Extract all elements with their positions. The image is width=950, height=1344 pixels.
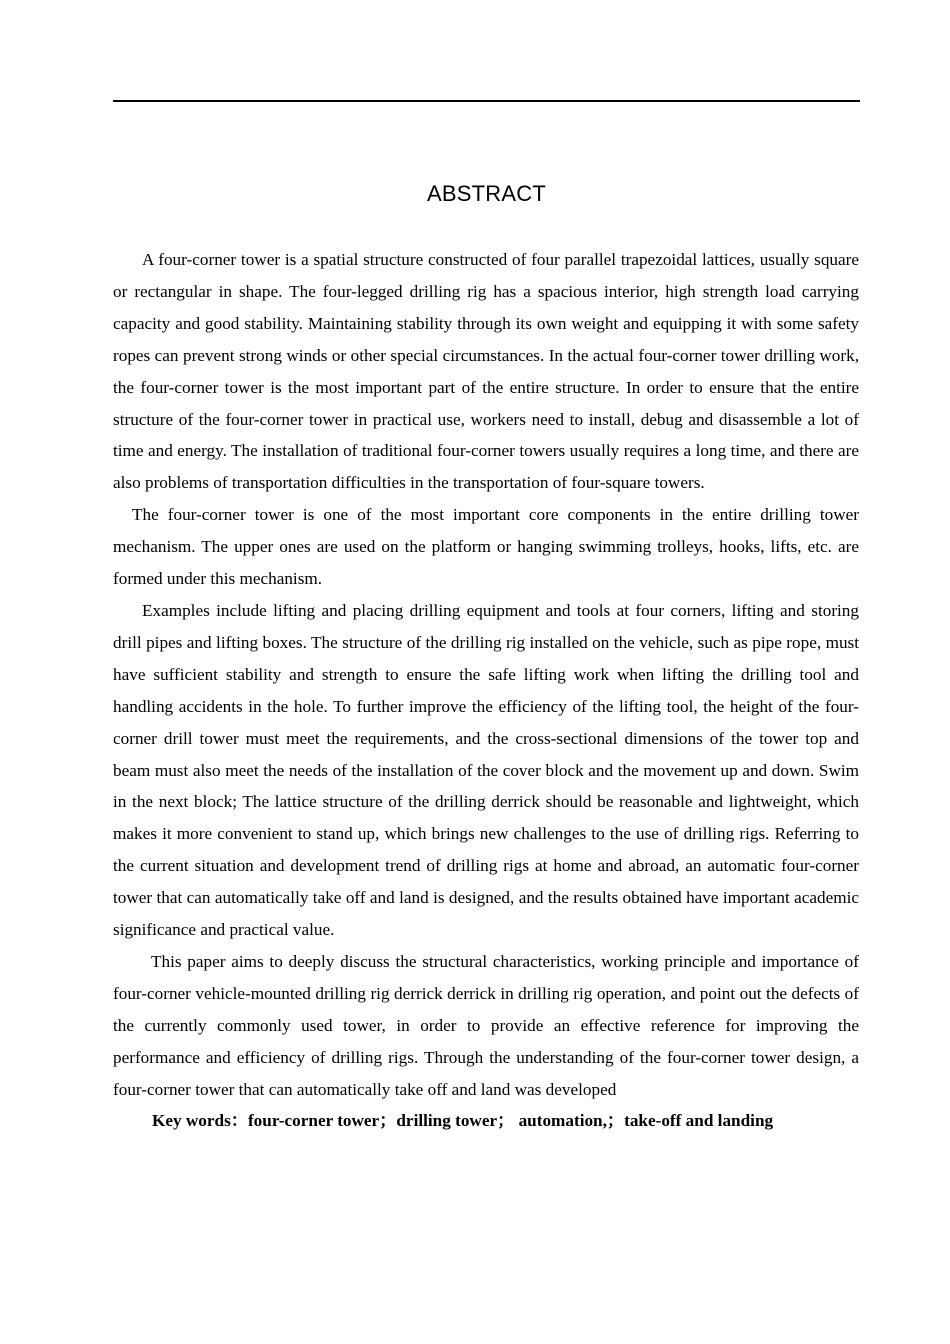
header-rule [113, 100, 860, 102]
page-title: ABSTRACT [427, 181, 546, 206]
abstract-paragraph-2: The four-corner tower is one of the most important core components in the entire drilling tower mechanism. The upper ones are used on the platform or hanging swimming trolleys, hooks, lifts, etc. are formed under this mechanism. [113, 505, 859, 589]
abstract-paragraph-3: Examples include lifting and placing drilling equipment and tools at four corners, lifting and storing drill pipes and lifting boxes. The structure of the drilling rig installed on the vehicle, such as pipe rope, must have sufficient stability and strength to ensure the safe lifting work when lifting the drilling tool and handling accidents in the hole. To further improve the efficiency of the lifting tool, the height of the four-corner drill tower must meet the requirements, and the cross-sectional dimensions of the tower top and beam must also meet the needs of the installation of the cover block and the movement up and down. Swim in the next block; The lattice structure of the drilling derrick should be reasonable and lightweight, which makes it more convenient to stand up, which brings new challenges to the use of drilling rigs. Referring to the current situation and development trend of drilling rigs at home and abroad, an automatic four-corner tower that can automatically take off and land is designed, and the results obtained have important academic significance and practical value. [113, 600, 859, 940]
abstract-paragraph-4: This paper aims to deeply discuss the structural characteristics, working principle and importance of four-corner vehicle-mounted drilling rig derrick derrick in drilling rig operation, and point out the defects of the currently commonly used tower, in order to provide an effective reference for improving the performance and efficiency of drilling rigs. Through the understanding of the four-corner tower design, a four-corner tower that can automatically take off and land was developed [113, 951, 859, 1099]
abstract-body [113, 244, 859, 1137]
keywords-line: Key words：four-corner tower；drilling tower； automation,；take-off and landing [152, 1111, 774, 1131]
abstract-paragraph-1: A four-corner tower is a spatial structure constructed of four parallel trapezoidal lattices, usually square or rectangular in shape. The four-legged drilling rig has a spacious interior, high strength load carrying capacity and good stability. Maintaining stability through its own weight and equipping it with some safety ropes can prevent strong winds or other special circumstances. In the actual four-corner tower drilling work, the four-corner tower is the most important part of the entire structure. In order to ensure that the entire structure of the four-corner tower in practical use, workers need to install, debug and disassemble a lot of time and energy. The installation of traditional four-corner towers usually requires a long time, and there are also problems of transportation difficulties in the transportation of four-square towers. [113, 250, 859, 493]
